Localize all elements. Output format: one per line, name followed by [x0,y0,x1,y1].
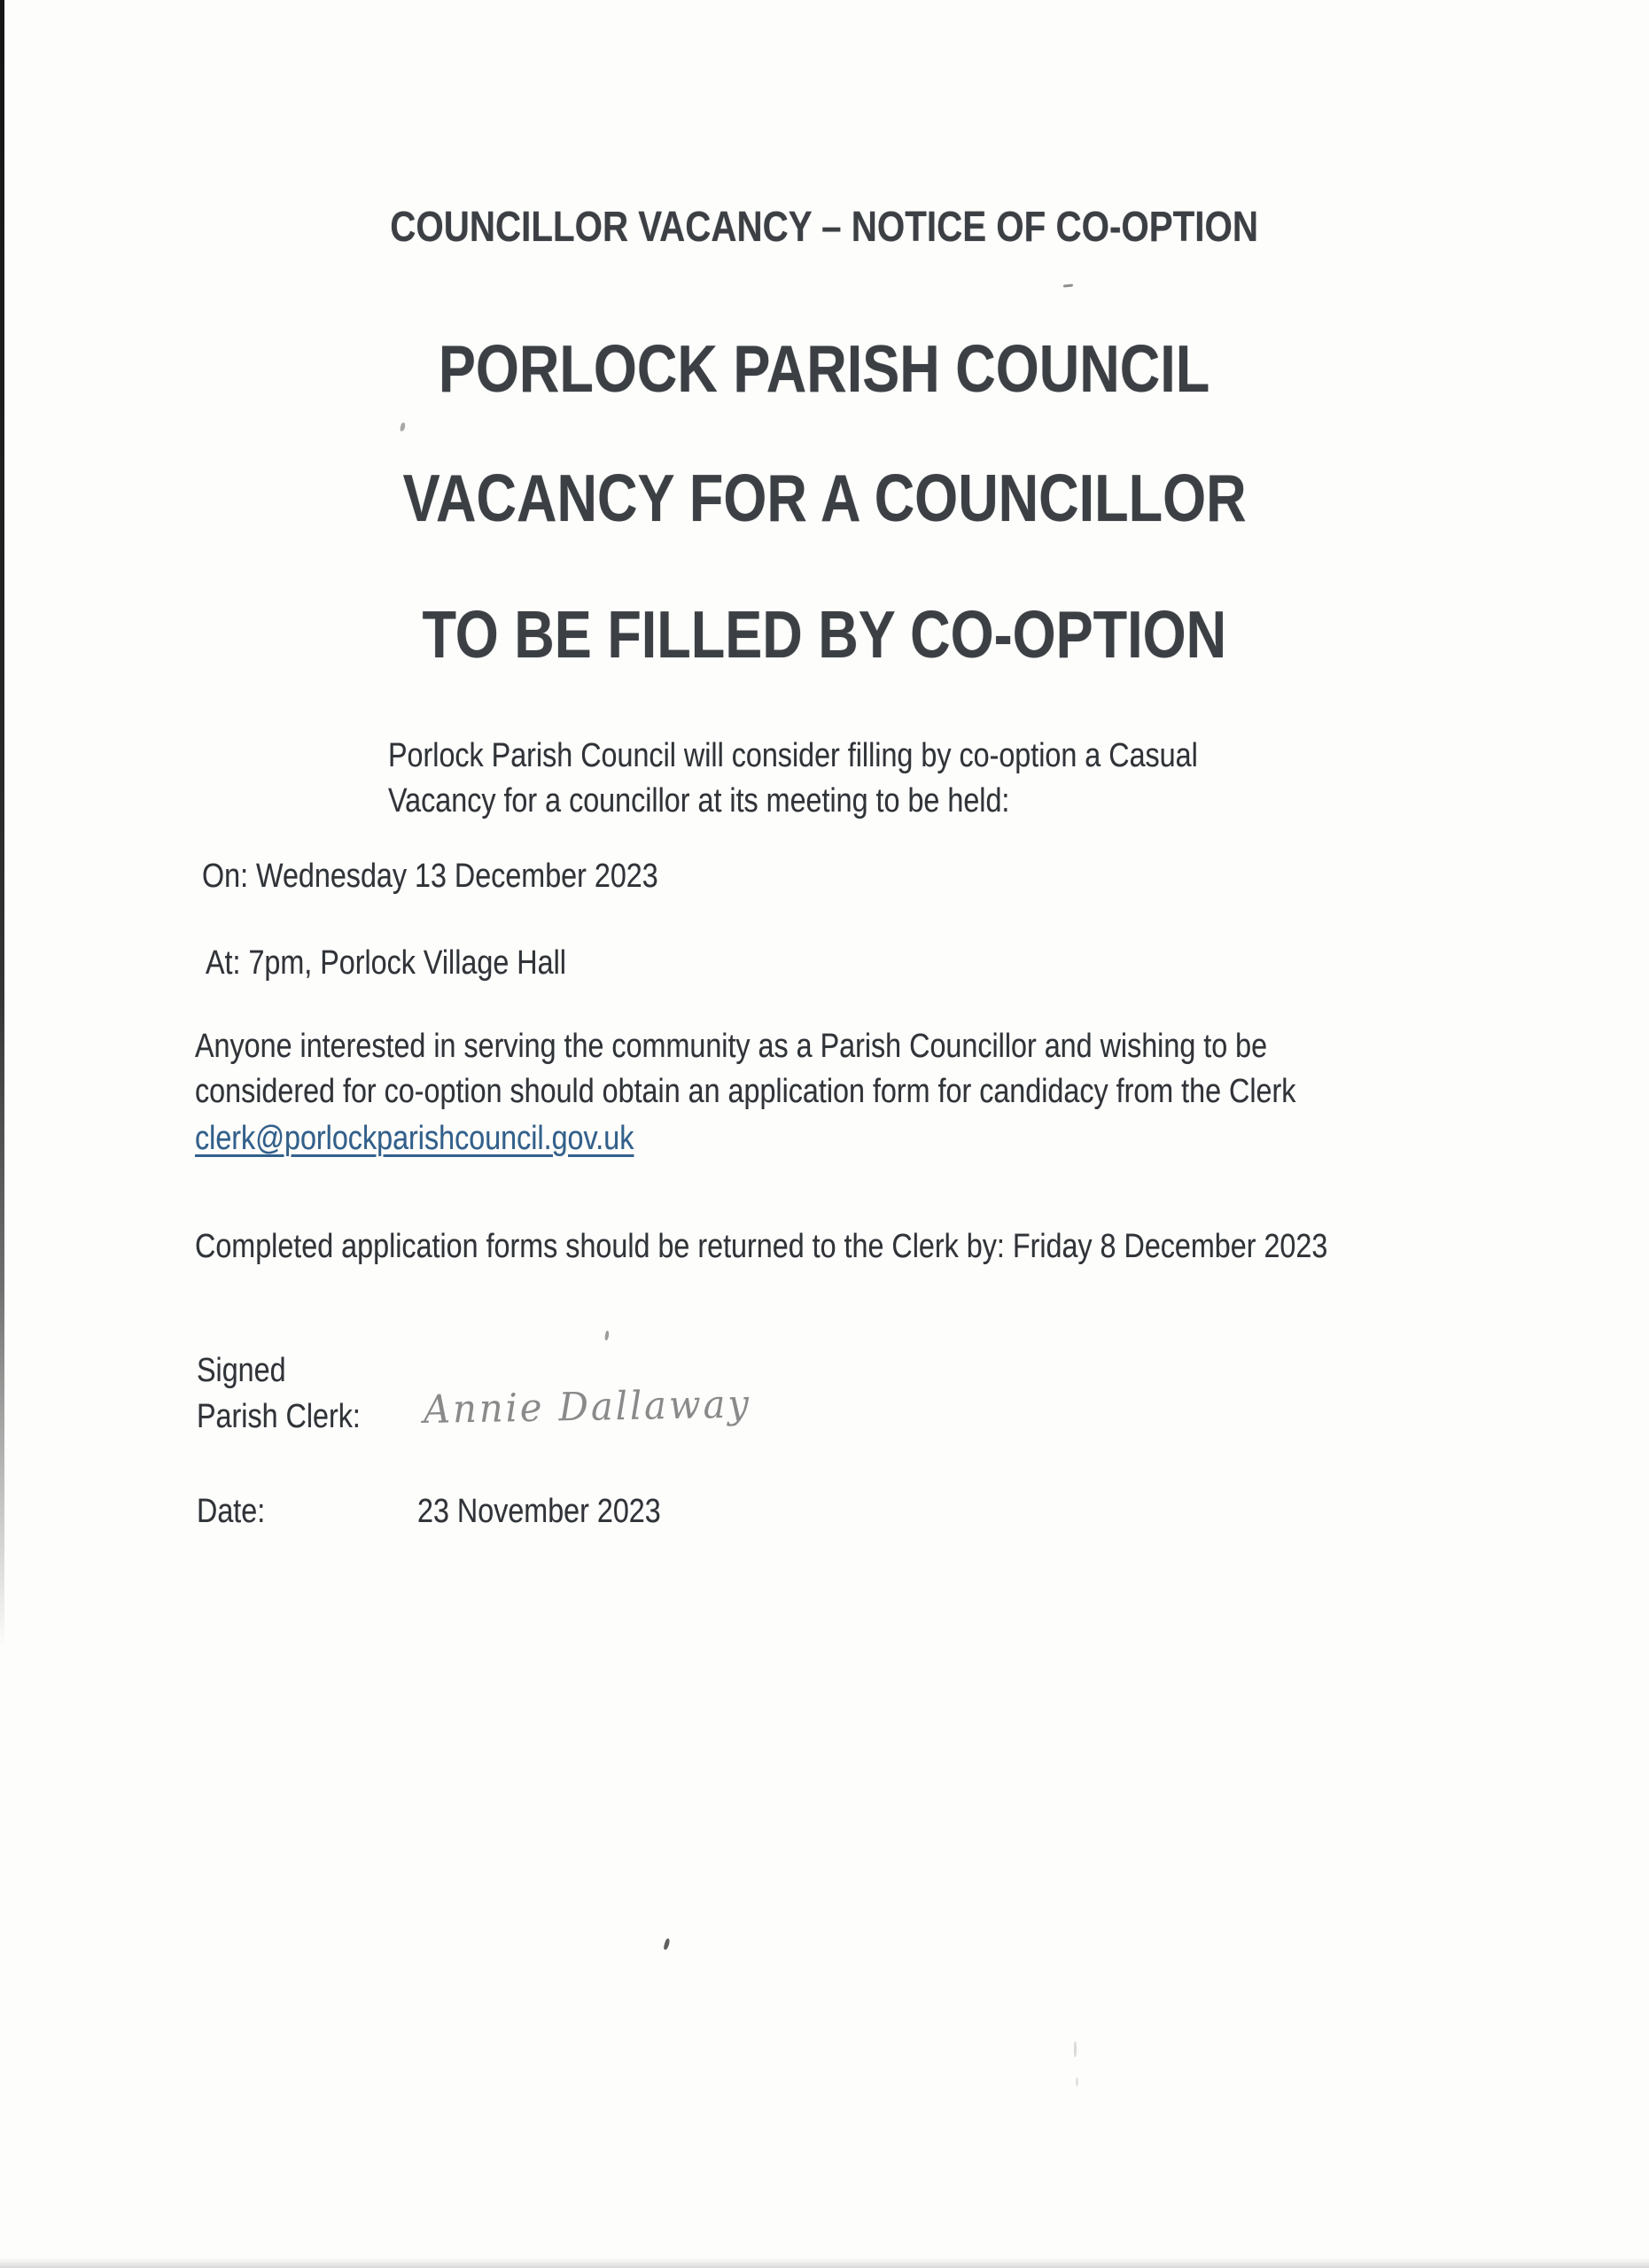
heading-co-option [0,597,1649,672]
scan-speck [604,1331,609,1340]
scan-speck [1074,2041,1077,2057]
application-paragraph-line-1: Anyone interested in serving the community as a Parish Councillor and wishing to be [195,1028,1268,1065]
clerk-signature: Annie Dallaway [423,1381,752,1433]
date-label: Date: [197,1493,266,1530]
meeting-venue-line: At: 7pm, Porlock Village Hall [206,944,566,982]
application-paragraph-line-2: considered for co-option should obtain an application form for candidacy from the Clerk [195,1073,1296,1110]
heading-parish-council [0,331,1649,406]
notice-kicker-text: COUNCILLOR VACANCY – NOTICE OF CO-OPTION [390,204,1259,251]
scan-speck [663,1938,670,1951]
scan-speck [400,423,406,432]
heading-vacancy-text: VACANCY FOR A COUNCILLOR [402,461,1247,535]
signed-label: Signed [197,1352,286,1389]
parish-clerk-label: Parish Clerk: [197,1398,361,1435]
heading-parish-council-text: PORLOCK PARISH COUNCIL [439,331,1210,406]
heading-co-option-text: TO BE FILLED BY CO-OPTION [422,597,1227,672]
heading-vacancy [0,461,1649,535]
clerk-email-line [195,1118,634,1159]
intro-paragraph-line-1: Porlock Parish Council will consider filling by co-option a Casual [388,737,1198,774]
notice-kicker [0,206,1649,249]
meeting-date-line: On: Wednesday 13 December 2023 [202,858,658,895]
deadline-line: Completed application forms should be returned to the Clerk by: Friday 8 December 2023 [195,1228,1328,1265]
intro-paragraph-line-2: Vacancy for a councillor at its meeting to be held: [388,782,1010,819]
date-value: 23 November 2023 [417,1493,661,1530]
scan-speck [1063,284,1073,287]
scan-edge-artifact [0,2257,1649,2268]
scan-speck [1076,2078,1078,2086]
clerk-email-link[interactable]: clerk@porlockparishcouncil.gov.uk [195,1120,634,1157]
